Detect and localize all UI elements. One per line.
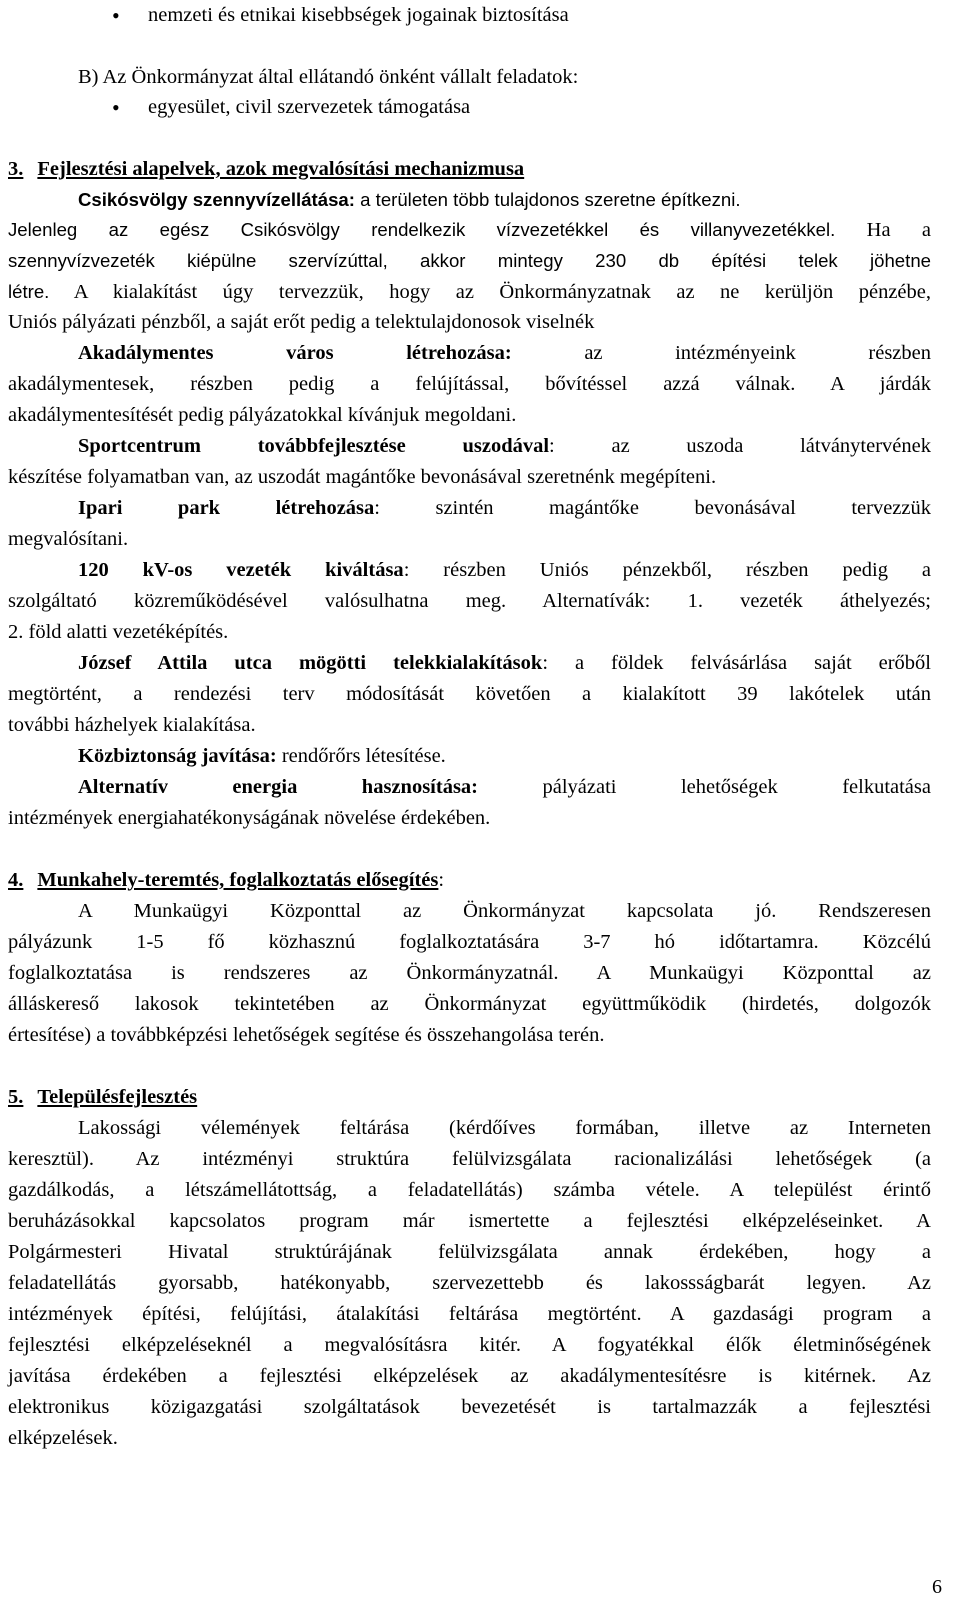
jozsef-text-2: megtörtént, a rendezési terv módosítását követően a kialakított 39 lakótelek után xyxy=(8,683,931,705)
section-4-line: foglalkoztatása is rendszeres az Önkormányzatnál. A Munkaügyi Központtal az xyxy=(8,962,931,984)
section-5-line: elképzelések. xyxy=(8,1427,118,1449)
section-5-line: Lakossági vélemények feltárása (kérdőíves formában, illetve az Interneten xyxy=(78,1117,931,1139)
akadalymentes-label: Akadálymentes város létrehozása: xyxy=(78,342,512,364)
bullet-icon: • xyxy=(112,3,120,28)
sport-text-1: : az uszoda látványtervének xyxy=(549,435,931,457)
kozbiztonsag-label: Közbiztonság javítása: xyxy=(78,745,277,767)
csikosvolgy-text-4b: A kialakítást úgy tervezzük, hogy az Önkormányzatnak az ne kerüljön pénzébe, xyxy=(73,281,931,303)
section-3-title: Fejlesztési alapelvek, azok megvalósítási mechanizmusa xyxy=(37,158,525,180)
kv-text-1: : részben Uniós pénzekből, részben pedig a xyxy=(403,559,932,581)
akadalymentes-text-3: akadálymentesítését pedig pályázatokkal kívánjuk megoldani. xyxy=(8,404,517,426)
section-5-line: Polgármesteri Hivatal struktúrájának felülvizsgálata annak érdekében, hogy a xyxy=(8,1241,931,1263)
section-4-number: 4. xyxy=(8,869,24,891)
section-5-number: 5. xyxy=(8,1086,24,1108)
bullet-item-civil-support: egyesület, civil szervezetek támogatása xyxy=(148,96,471,118)
ipari-text-1: : szintén magántőke bevonásával tervezzük xyxy=(374,497,931,519)
alternativ-label: Alternatív energia hasznosítása: xyxy=(78,776,478,798)
section-5-line: gazdálkodás, a létszámellátottság, a feladatellátás) számba vétele. A települést érintő xyxy=(8,1179,931,1201)
csikosvolgy-text-2b: Ha a xyxy=(866,219,931,241)
section-b-title: B) Az Önkormányzat által ellátandó önként vállalt feladatok: xyxy=(78,66,579,88)
section-5-line: intézmények építési, felújítási, átalakítási feltárása megtörtént. A gazdasági program a xyxy=(8,1303,931,1325)
ipari-line-1 xyxy=(78,493,931,524)
akadalymentes-text-1: az intézményeink részben xyxy=(584,342,931,364)
csikosvolgy-text-2: Jelenleg az egész Csikósvölgy rendelkezik vízvezetékkel és villanyvezetékkel. xyxy=(8,219,836,240)
section-4-colon: : xyxy=(438,869,445,891)
section-3-heading xyxy=(8,154,931,185)
page-number: 6 xyxy=(932,1576,942,1598)
jozsef-text-1: : a földek felvásárlása saját erőből xyxy=(542,652,931,674)
ipari-label: Ipari park létrehozása xyxy=(78,497,375,519)
kozbiztonsag-line xyxy=(78,741,931,772)
csikosvolgy-label: Csikósvölgy szennyvízellátása: xyxy=(78,189,355,210)
section-4-title: Munkahely-teremtés, foglalkoztatás elősegítés xyxy=(37,869,439,891)
kv-line-1 xyxy=(78,555,931,586)
sport-line-1 xyxy=(78,431,931,462)
alternativ-text-2: intézmények energiahatékonyságának növelése érdekében. xyxy=(8,807,491,829)
section-5-line: beruházásokkal kapcsolatos program már ismertette a fejlesztési elképzeléseinket. A xyxy=(8,1210,931,1232)
section-4-line: pályázunk 1-5 fő közhasznú foglalkoztatására 3-7 hó időtartamra. Közcélú xyxy=(8,931,931,953)
jozsef-label: József Attila utca mögötti telekkialakítások xyxy=(78,652,543,674)
kozbiztonsag-text: rendőrőrs létesítése. xyxy=(281,745,446,767)
jozsef-line-1 xyxy=(78,648,931,679)
ipari-text-2: megvalósítani. xyxy=(8,528,129,550)
bullet-item-minority-rights: nemzeti és etnikai kisebbségek jogainak biztosítása xyxy=(148,4,569,26)
section-4-line: álláskereső lakosok tekintetében az Önkormányzat együttműködik (hirdetés, dolgozók xyxy=(8,993,931,1015)
csikosvolgy-line-2 xyxy=(8,214,931,245)
csikosvolgy-text-5: Uniós pályázati pénzből, a saját erőt pedig a telektulajdonosok viselnék xyxy=(8,311,595,333)
section-3-number: 3. xyxy=(8,158,24,180)
kv-label: 120 kV-os vezeték kiváltása xyxy=(78,559,404,581)
akadalymentes-text-2: akadálymentesek, részben pedig a felújítással, bővítéssel azzá válnak. A járdák xyxy=(8,373,931,395)
section-5-line: elektronikus közigazgatási szolgáltatások bevezetését is tartalmazzák a fejlesztési xyxy=(8,1396,931,1418)
section-5-line: javítása érdekében a fejlesztési elképzelések az akadálymentesítésre is kitérnek. Az xyxy=(8,1365,931,1387)
csikosvolgy-line-4 xyxy=(8,276,931,307)
sport-text-2: készítése folyamatban van, az uszodát magántőke bevonásával szeretnénk megépíteni. xyxy=(8,466,717,488)
kv-text-3: 2. föld alatti vezetéképítés. xyxy=(8,621,229,643)
alternativ-text-1: pályázati lehetőségek felkutatása xyxy=(542,776,931,798)
sport-label: Sportcentrum továbbfejlesztése uszodával xyxy=(78,435,550,457)
csikosvolgy-text-3: szennyvízvezeték kiépülne szervízúttal, akkor mintegy 230 db építési telek jöhetne xyxy=(8,250,931,271)
akadalymentes-line-1 xyxy=(78,338,931,369)
kv-text-2: szolgáltató közreműködésével valósulhatna meg. Alternatívák: 1. vezeték áthelyezés; xyxy=(8,590,931,612)
section-4-line: A Munkaügyi Központtal az Önkormányzat kapcsolata jó. Rendszeresen xyxy=(78,900,931,922)
bullet-icon: • xyxy=(112,95,120,120)
csikosvolgy-line-1 xyxy=(78,184,931,215)
section-4-line: értesítése) a továbbképzési lehetőségek segítése és összehangolása terén. xyxy=(8,1024,605,1046)
section-5-title: Településfejlesztés xyxy=(37,1086,198,1108)
section-5-line: feladatellátás gyorsabb, hatékonyabb, szervezettebb és lakossságbarát legyen. Az xyxy=(8,1272,931,1294)
section-5-line: keresztül). Az intézményi struktúra felülvizsgálata racionalizálási lehetőségek (a xyxy=(8,1148,931,1170)
section-5-line: fejlesztési elképzeléseknél a megvalósításra kitér. A fogyatékkal élők életminőségének xyxy=(8,1334,931,1356)
section-5-heading xyxy=(8,1082,931,1113)
csikosvolgy-text-4a: létre. xyxy=(8,281,50,302)
jozsef-text-3: további házhelyek kialakítása. xyxy=(8,714,256,736)
csikosvolgy-text-1: a területen több tulajdonos szeretne építkezni. xyxy=(360,189,741,210)
section-4-heading xyxy=(8,865,931,896)
alternativ-line-1 xyxy=(78,772,931,803)
